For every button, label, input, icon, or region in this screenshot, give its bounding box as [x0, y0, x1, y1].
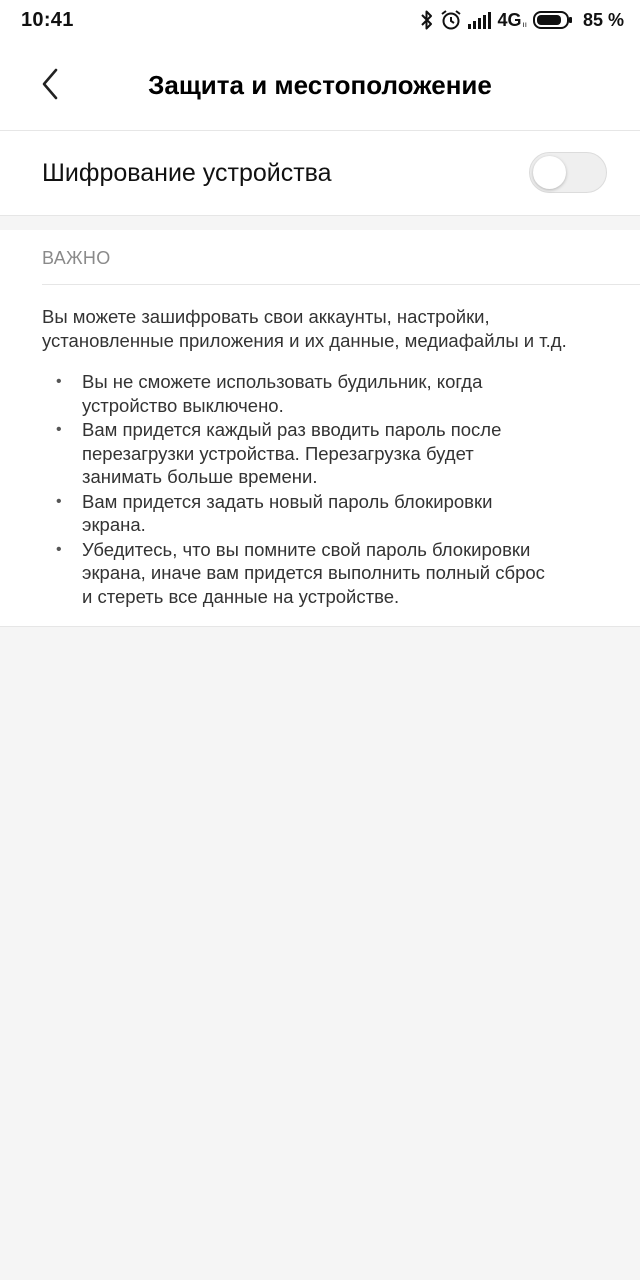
list-item: [42, 418, 602, 489]
list-item-line: Убедитесь, что вы помните свой пароль блокировки: [82, 538, 531, 560]
signal-icon: [468, 11, 492, 29]
list-item-line: экрана, иначе вам придется выполнить полный сброс: [82, 562, 545, 583]
list-item: [42, 538, 602, 609]
intro-line: Вы можете зашифровать свои аккаунты, настройки,: [42, 306, 490, 327]
important-info-card: [0, 230, 640, 627]
encryption-setting-row[interactable]: [0, 131, 640, 216]
section-title: ВАЖНО: [42, 248, 111, 268]
list-item-line: Вы не сможете использовать будильник, когда: [82, 371, 483, 392]
list-item: [42, 490, 602, 537]
warning-list: [42, 370, 602, 609]
page-title: Защита и местоположение: [148, 70, 492, 100]
app-header: [0, 40, 640, 131]
encryption-toggle[interactable]: [529, 152, 607, 193]
list-item-line: перезагрузки устройства. Перезагрузка будет: [82, 442, 474, 464]
bullet-dot-icon: •: [56, 540, 62, 558]
intro-line: установленные приложения и их данные, медиафайлы и т.д.: [42, 330, 567, 351]
list-item-line: экрана.: [82, 514, 146, 535]
status-bar: [0, 0, 640, 40]
bullet-dot-icon: •: [56, 492, 62, 510]
list-item: [42, 370, 602, 417]
bluetooth-icon: [420, 9, 434, 31]
section-divider: [42, 284, 640, 285]
status-icons: [420, 8, 625, 32]
list-item-line: Вам придется задать новый пароль блокировки: [82, 490, 493, 512]
toggle-knob: [533, 156, 566, 189]
battery-icon: [533, 10, 573, 30]
bullet-dot-icon: •: [56, 421, 62, 438]
network-type: 4G: [497, 9, 522, 30]
battery-percent: 85 %: [582, 9, 624, 30]
intro-text: [42, 305, 622, 353]
list-item-line: и стереть все данные на устройстве.: [82, 585, 400, 607]
list-item-line: занимать больше времени.: [82, 466, 318, 487]
list-item-line: Вам придется каждый раз вводить пароль после: [82, 419, 502, 440]
encryption-label: Шифрование устройства: [42, 159, 332, 187]
bullet-dot-icon: •: [56, 373, 62, 390]
alarm-icon: [440, 9, 462, 31]
status-time: 10:41: [21, 9, 74, 31]
network-activity: ıı: [522, 19, 527, 29]
list-item-line: устройство выключено.: [82, 394, 284, 416]
